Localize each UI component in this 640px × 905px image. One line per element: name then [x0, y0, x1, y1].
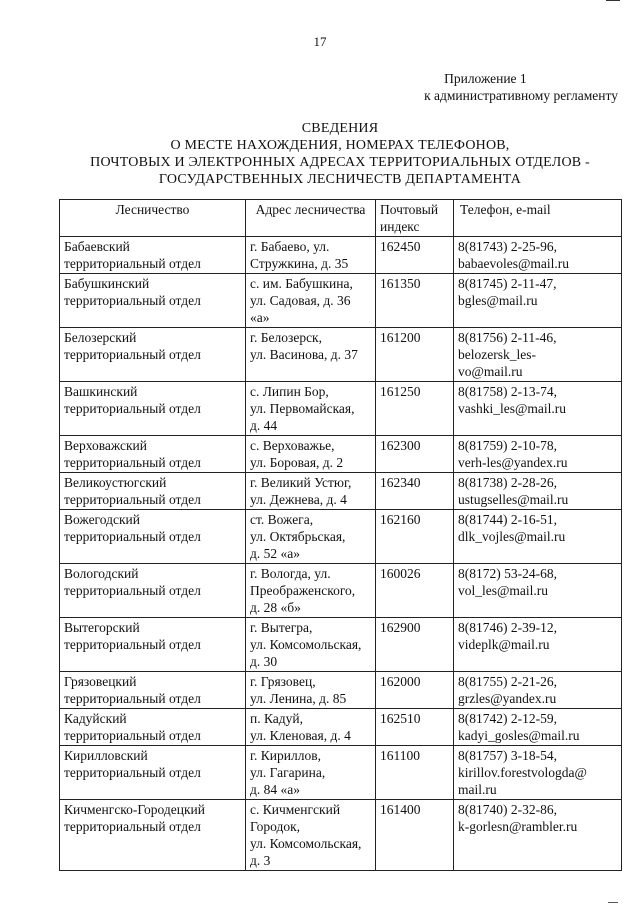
address-cell-line: г. Бабаево, ул.: [250, 239, 330, 254]
contact-cell-line: vol_les@mail.ru: [458, 583, 549, 598]
table-row: [60, 800, 622, 871]
table-row: [60, 473, 622, 510]
address-cell-line: ул. Дежнева, д. 4: [250, 492, 347, 507]
heading-line: ГОСУДАРСТВЕННЫХ ЛЕСНИЧЕСТВ ДЕПАРТАМЕНТА: [158, 172, 522, 187]
forestry-name-cell-line: Вожегодский: [64, 512, 140, 527]
forestry-name-cell-line: территориальный отдел: [64, 401, 201, 416]
contact-cell: [454, 672, 622, 709]
forestry-name-cell-line: территориальный отдел: [64, 819, 201, 834]
contact-cell: [454, 746, 622, 800]
table-row: [60, 274, 622, 328]
forestry-name-cell: [60, 436, 246, 473]
postal-index-cell: 161400: [376, 800, 454, 871]
forestry-name-cell-line: Белозерский: [64, 330, 137, 345]
address-cell-line: ул. Кленовая, д. 4: [250, 728, 351, 743]
address-cell: [246, 436, 376, 473]
address-cell-line: г. Вытегра,: [250, 620, 313, 635]
address-cell-line: ул. Боровая, д. 2: [250, 455, 344, 470]
forestry-name-cell: [60, 746, 246, 800]
postal-index-cell: 162450: [376, 237, 454, 274]
contact-cell-line: verh-les@yandex.ru: [458, 455, 568, 470]
forestry-name-cell: [60, 800, 246, 871]
forestry-name-cell-line: территориальный отдел: [64, 347, 201, 362]
postal-index-cell: 161250: [376, 382, 454, 436]
address-cell: [246, 274, 376, 328]
address-cell-line: с. им. Бабушкина,: [250, 276, 353, 291]
contact-cell-line: dlk_vojles@mail.ru: [458, 529, 566, 544]
table-row: [60, 618, 622, 672]
contact-cell-line: 8(81740) 2-32-86,: [458, 802, 557, 817]
address-cell: [246, 746, 376, 800]
contact-cell-line: 8(81759) 2-10-78,: [458, 438, 557, 453]
forestry-name-cell-line: Грязовецкий: [64, 674, 137, 689]
forestry-name-cell-line: Вытегорский: [64, 620, 140, 635]
contact-cell: [454, 473, 622, 510]
table-header-row: [60, 200, 622, 237]
address-cell-line: г. Белозерск,: [250, 330, 322, 345]
address-cell-line: г. Великий Устюг,: [250, 475, 352, 490]
contact-cell: [454, 564, 622, 618]
contact-cell: [454, 709, 622, 746]
contact-cell: [454, 800, 622, 871]
forestry-name-cell-line: Бабаевский: [64, 239, 130, 254]
page-number: 17: [313, 34, 327, 49]
table-row: [60, 382, 622, 436]
postal-index-cell: 161350: [376, 274, 454, 328]
address-cell: [246, 564, 376, 618]
forestry-name-cell-line: Кичменгско-Городецкий: [64, 802, 205, 817]
table-row: [60, 510, 622, 564]
header-index: Почтовый индекс: [376, 200, 454, 237]
forestry-name-cell-line: Вашкинский: [64, 384, 138, 399]
postal-index-cell: 162510: [376, 709, 454, 746]
address-cell-line: Стружкина, д. 35: [250, 256, 349, 271]
forestry-name-cell-line: территориальный отдел: [64, 583, 201, 598]
appendix-note: [424, 70, 618, 104]
postal-index-cell: 161100: [376, 746, 454, 800]
address-cell: [246, 382, 376, 436]
forestry-name-cell-line: Великоустюгский: [64, 475, 167, 490]
forestry-name-cell: [60, 564, 246, 618]
forestry-name-cell-line: Бабушкинский: [64, 276, 150, 291]
forestry-name-cell: [60, 709, 246, 746]
forestry-name-cell: [60, 672, 246, 709]
address-cell-line: д. 3: [250, 853, 271, 868]
forestry-name-cell: [60, 382, 246, 436]
table-row: [60, 436, 622, 473]
contact-cell: [454, 510, 622, 564]
forestry-name-cell: [60, 274, 246, 328]
address-cell-line: д. 52 «а»: [250, 546, 300, 561]
heading-line: СВЕДЕНИЯ: [301, 121, 379, 136]
postal-index-cell: 162300: [376, 436, 454, 473]
address-cell-line: Городок,: [250, 819, 301, 834]
address-cell-line: ул. Васинова, д. 37: [250, 347, 358, 362]
header-address: Адрес лесничества: [246, 200, 376, 237]
forestry-name-cell-line: территориальный отдел: [64, 728, 201, 743]
address-cell-line: с. Верховажье,: [250, 438, 335, 453]
appendix-subtitle: к административному регламенту: [424, 88, 618, 103]
address-cell-line: Преображенского,: [250, 583, 356, 598]
forestry-name-cell-line: территориальный отдел: [64, 691, 201, 706]
scan-mark-bottom: [608, 902, 618, 903]
address-cell-line: ул. Октябрьская,: [250, 529, 346, 544]
address-cell-line: г. Грязовец,: [250, 674, 316, 689]
forestry-name-cell: [60, 618, 246, 672]
forestry-name-cell-line: территориальный отдел: [64, 455, 201, 470]
table-row: [60, 237, 622, 274]
address-cell: [246, 473, 376, 510]
address-cell: [246, 709, 376, 746]
forestry-name-cell-line: территориальный отдел: [64, 293, 201, 308]
address-cell-line: д. 30: [250, 654, 278, 669]
contact-cell-line: 8(81755) 2-21-26,: [458, 674, 557, 689]
address-cell-line: ул. Ленина, д. 85: [250, 691, 347, 706]
address-cell-line: ул. Первомайская,: [250, 401, 355, 416]
address-cell: [246, 618, 376, 672]
forestry-table: [59, 199, 622, 871]
address-cell-line: ул. Комсомольская,: [250, 836, 362, 851]
contact-cell-line: 8(81746) 2-39-12,: [458, 620, 557, 635]
heading-line: ПОЧТОВЫХ И ЭЛЕКТРОННЫХ АДРЕСАХ ТЕРРИТОРИАЛЬНЫХ ОТДЕЛОВ -: [90, 155, 590, 170]
address-cell-line: ст. Вожега,: [250, 512, 314, 527]
header-forestry: Лесничество: [60, 200, 246, 237]
appendix-title: Приложение 1: [444, 71, 527, 86]
postal-index-cell: 162160: [376, 510, 454, 564]
address-cell-line: д. 84 «а»: [250, 782, 300, 797]
postal-index-cell: 162900: [376, 618, 454, 672]
table-row: [60, 672, 622, 709]
contact-cell-line: ustugselles@mail.ru: [458, 492, 569, 507]
postal-index-cell: 162340: [376, 473, 454, 510]
table-row: [60, 564, 622, 618]
contact-cell: [454, 618, 622, 672]
address-cell: [246, 237, 376, 274]
postal-index-cell: 162000: [376, 672, 454, 709]
forestry-name-cell-line: Кирилловский: [64, 748, 148, 763]
contact-cell-line: k-gorlesn@rambler.ru: [458, 819, 578, 834]
address-cell-line: ул. Садовая, д. 36: [250, 293, 351, 308]
postal-index-cell: 160026: [376, 564, 454, 618]
contact-cell-line: 8(81745) 2-11-47,: [458, 276, 557, 291]
scan-mark-top: [606, 0, 620, 1]
contact-cell-line: grzles@yandex.ru: [458, 691, 557, 706]
contact-cell-line: vashki_les@mail.ru: [458, 401, 567, 416]
table-body: [60, 237, 622, 871]
forestry-name-cell-line: территориальный отдел: [64, 637, 201, 652]
forestry-name-cell-line: Верховажский: [64, 438, 148, 453]
table-row: [60, 709, 622, 746]
address-cell-line: «а»: [250, 310, 270, 325]
address-cell-line: п. Кадуй,: [250, 711, 304, 726]
contact-cell-line: 8(81743) 2-25-96,: [458, 239, 557, 254]
contact-cell-line: vo@mail.ru: [458, 364, 523, 379]
forestry-name-cell-line: Кадуйский: [64, 711, 127, 726]
contact-cell-line: kadyi_gosles@mail.ru: [458, 728, 580, 743]
forestry-name-cell-line: территориальный отдел: [64, 492, 201, 507]
contact-cell-line: 8(81756) 2-11-46,: [458, 330, 557, 345]
contact-cell-line: 8(81744) 2-16-51,: [458, 512, 557, 527]
address-cell-line: с. Липин Бор,: [250, 384, 329, 399]
contact-cell-line: belozersk_les-: [458, 347, 536, 362]
address-cell-line: д. 28 «б»: [250, 600, 301, 615]
contact-cell-line: 8(81758) 2-13-74,: [458, 384, 557, 399]
forestry-name-cell-line: территориальный отдел: [64, 765, 201, 780]
contact-cell-line: kirillov.forestvologda@: [458, 765, 587, 780]
address-cell: [246, 672, 376, 709]
table-row: [60, 746, 622, 800]
address-cell: [246, 328, 376, 382]
contact-cell-line: 8(81742) 2-12-59,: [458, 711, 557, 726]
forestry-name-cell: [60, 237, 246, 274]
heading-line: О МЕСТЕ НАХОЖДЕНИЯ, НОМЕРАХ ТЕЛЕФОНОВ,: [170, 138, 510, 153]
forestry-name-cell: [60, 510, 246, 564]
contact-cell: [454, 436, 622, 473]
forestry-name-cell: [60, 473, 246, 510]
contact-cell-line: bgles@mail.ru: [458, 293, 538, 308]
postal-index-cell: 161200: [376, 328, 454, 382]
address-cell: [246, 510, 376, 564]
contact-cell-line: babaevoles@mail.ru: [458, 256, 570, 271]
document-heading: [40, 120, 640, 188]
header-phone: Телефон, e-mail: [454, 200, 622, 237]
contact-cell: [454, 274, 622, 328]
contact-cell-line: 8(81738) 2-28-26,: [458, 475, 557, 490]
contact-cell: [454, 382, 622, 436]
address-cell-line: г. Вологда, ул.: [250, 566, 331, 581]
forestry-name-cell: [60, 328, 246, 382]
forestry-name-cell-line: территориальный отдел: [64, 529, 201, 544]
address-cell-line: д. 44: [250, 418, 278, 433]
address-cell-line: г. Кириллов,: [250, 748, 321, 763]
address-cell-line: ул. Комсомольская,: [250, 637, 362, 652]
contact-cell-line: videplk@mail.ru: [458, 637, 550, 652]
contact-cell-line: 8(81757) 3-18-54,: [458, 748, 557, 763]
contact-cell-line: 8(8172) 53-24-68,: [458, 566, 557, 581]
address-cell: [246, 800, 376, 871]
table-row: [60, 328, 622, 382]
address-cell-line: ул. Гагарина,: [250, 765, 326, 780]
contact-cell: [454, 328, 622, 382]
address-cell-line: с. Кичменгский: [250, 802, 341, 817]
forestry-name-cell-line: территориальный отдел: [64, 256, 201, 271]
contact-cell-line: mail.ru: [458, 782, 497, 797]
forestry-name-cell-line: Вологодский: [64, 566, 139, 581]
contact-cell: [454, 237, 622, 274]
